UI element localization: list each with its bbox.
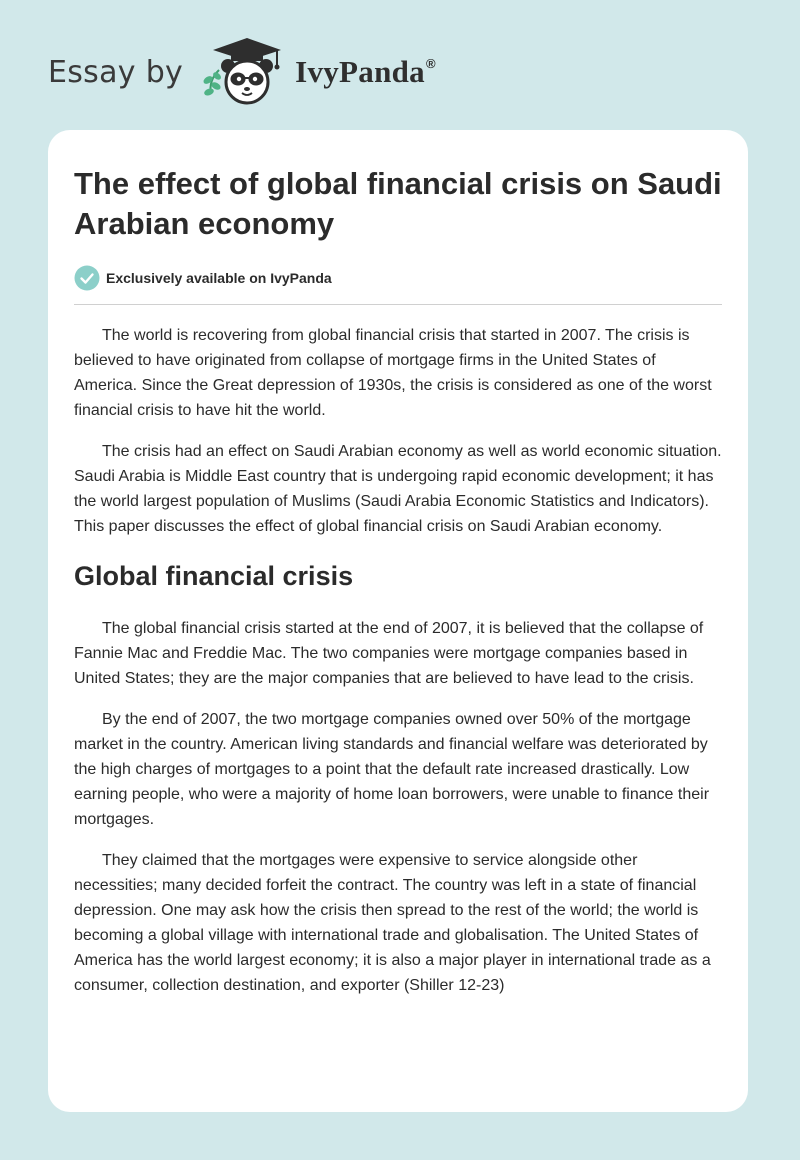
paragraph: The global financial crisis started at the end of 2007, it is believed that the collapse of Fannie Mac and Freddie Mac. The two companies were mortgage companies based in United States; they are the major companies that are believed to have lead to the crisis.: [74, 620, 704, 687]
essay-by-label: Essay by: [48, 54, 184, 90]
site-header: [48, 36, 436, 108]
ivypanda-logo-icon[interactable]: [197, 36, 289, 108]
section-heading: Global financial crisis: [74, 561, 354, 591]
page-title: The effect of global financial crisis on Saudi Arabian economy: [74, 166, 722, 241]
divider: [74, 304, 722, 305]
paragraph: The crisis had an effect on Saudi Arabian economy as well as world economic situation. Saudi Arabia is Middle East country that is undergoing rapid economic development; it has the world largest population of Muslims (Saudi Arabia Economic Statistics and Indicators). This paper discusses the effect of global financial crisis on Saudi Arabian economy.: [74, 443, 722, 535]
paragraph: By the end of 2007, the two mortgage companies owned over 50% of the mortgage market in the country. American living standards and financial welfare was deteriorated by the high charges of mortgages to a point that the default rate increased drastically. Low earning people, who were a majority of home loan borrowers, were unable to finance their mortgages.: [74, 711, 710, 828]
paragraph: The world is recovering from global financial crisis that started in 2007. The crisis is believed to have originated from collapse of mortgage firms in the United States of America. Since the Great depression of 1930s, the crisis is considered as one of the worst financial crisis to have hit the world.: [74, 327, 712, 419]
brand-name[interactable]: IvyPanda®: [295, 54, 436, 89]
trademark-symbol: ®: [425, 56, 436, 71]
exclusive-label: Exclusively available on IvyPanda: [106, 270, 332, 286]
essay-card: [48, 130, 748, 1112]
paragraph: They claimed that the mortgages were expensive to service alongside other necessities; many decided forfeit the contract. The country was left in a state of financial depression. One may ask how the crisis then spread to the rest of the world; the world is becoming a global village with international trade and globalisation. The United States of America has the world largest economy; it is also a major player in international trade as a consumer, collection destination, and exporter (Shiller 12-23): [74, 852, 711, 994]
exclusive-badge: [74, 264, 722, 292]
check-icon: [74, 265, 100, 291]
